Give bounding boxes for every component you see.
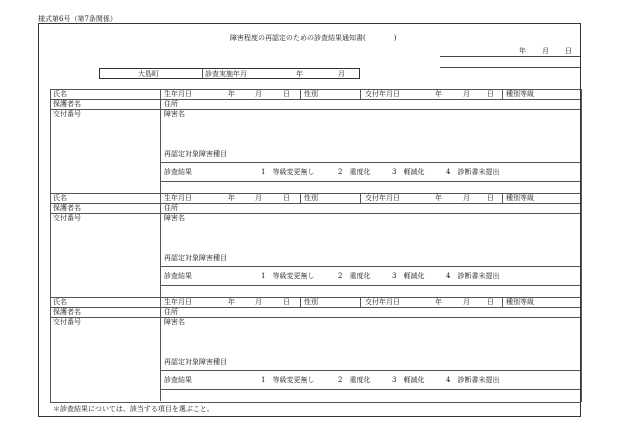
result-option-1: 1 等級変更無し (261, 376, 315, 384)
column-line (360, 193, 361, 203)
table-bottom-line (50, 402, 581, 403)
row-line (160, 285, 581, 286)
column-line (300, 193, 301, 203)
exam-month: 月 (338, 70, 345, 78)
birth-day-label: 日 (283, 298, 290, 306)
birth-month-label: 月 (255, 298, 262, 306)
record-block (50, 193, 581, 297)
result-option-2: 2 重度化 (338, 272, 371, 280)
disability-label: 障害名 (164, 318, 185, 326)
grade-label: 種別等級 (506, 194, 534, 202)
result-option-4: 4 診断書未提出 (446, 376, 500, 384)
issue-number-label: 交付番号 (53, 214, 81, 222)
exam-year: 年 (296, 70, 303, 78)
recert-type-label: 再認定対象障害種目 (164, 358, 227, 366)
row-line (50, 203, 581, 204)
result-option-3: 3 軽減化 (392, 376, 425, 384)
guardian-label: 保護者名 (53, 204, 81, 212)
name-label: 氏名 (53, 90, 67, 98)
date-underline (440, 56, 580, 57)
column-line (300, 89, 301, 99)
issue-year-label: 年 (435, 298, 442, 306)
row-line (160, 389, 581, 390)
date-month: 月 (542, 47, 549, 55)
issue-month-label: 月 (463, 90, 470, 98)
column-line (360, 89, 361, 99)
address-label: 住所 (164, 308, 178, 316)
birth-year-label: 年 (228, 194, 235, 202)
municipality-name: 大島町 (138, 70, 159, 78)
column-line (502, 297, 503, 307)
result-option-3: 3 軽減化 (392, 168, 425, 176)
row-line (50, 213, 581, 214)
record-block (50, 89, 581, 193)
birth-label: 生年月日 (164, 298, 192, 306)
name-label: 氏名 (53, 194, 67, 202)
date-year: 年 (519, 47, 526, 55)
issue-year-label: 年 (435, 194, 442, 202)
sex-label: 性別 (304, 194, 318, 202)
birth-day-label: 日 (283, 90, 290, 98)
address-label: 住所 (164, 204, 178, 212)
result-option-2: 2 重度化 (338, 168, 371, 176)
row-line (50, 99, 581, 100)
result-option-4: 4 診断書未提出 (446, 272, 500, 280)
issue-day-label: 日 (487, 298, 494, 306)
row-line (160, 370, 581, 371)
recert-type-label: 再認定対象障害種目 (164, 150, 227, 158)
sex-label: 性別 (304, 298, 318, 306)
issue-number-label: 交付番号 (53, 318, 81, 326)
document-title: 障害程度の再認定のための診査結果通知書( ) (230, 34, 397, 42)
form-number: 様式第6号（第7条関係） (38, 15, 117, 23)
row-line (160, 181, 581, 182)
result-option-3: 3 軽減化 (392, 272, 425, 280)
birth-month-label: 月 (255, 90, 262, 98)
sex-label: 性別 (304, 90, 318, 98)
birth-year-label: 年 (228, 298, 235, 306)
recert-type-label: 再認定対象障害種目 (164, 254, 227, 262)
date-day: 日 (565, 47, 572, 55)
birth-day-label: 日 (283, 194, 290, 202)
issue-month-label: 月 (463, 194, 470, 202)
column-line (160, 89, 161, 193)
result-label: 診査結果 (164, 376, 192, 384)
issue-day-label: 日 (487, 90, 494, 98)
result-option-1: 1 等級変更無し (261, 272, 315, 280)
row-line (160, 266, 581, 267)
guardian-label: 保護者名 (53, 100, 81, 108)
issue-number-label: 交付番号 (53, 110, 81, 118)
grade-label: 種別等級 (506, 90, 534, 98)
column-line (160, 193, 161, 297)
result-label: 診査結果 (164, 168, 192, 176)
birth-label: 生年月日 (164, 194, 192, 202)
issue-date-label: 交付年月日 (365, 194, 400, 202)
guardian-label: 保護者名 (53, 308, 81, 316)
disability-label: 障害名 (164, 214, 185, 222)
grade-label: 種別等級 (506, 298, 534, 306)
exam-period-label: 診査実施年月 (205, 70, 247, 78)
row-line (50, 307, 581, 308)
result-option-2: 2 重度化 (338, 376, 371, 384)
municipality-divider (202, 68, 203, 79)
results-table (50, 89, 581, 402)
issue-day-label: 日 (487, 194, 494, 202)
row-line (50, 317, 581, 318)
column-line (300, 297, 301, 307)
column-line (502, 193, 503, 203)
birth-month-label: 月 (255, 194, 262, 202)
column-line (360, 297, 361, 307)
issue-month-label: 月 (463, 298, 470, 306)
row-line (160, 162, 581, 163)
birth-label: 生年月日 (164, 90, 192, 98)
result-option-1: 1 等級変更無し (261, 168, 315, 176)
issue-date-label: 交付年月日 (365, 298, 400, 306)
footnote: ＊診査結果については、該当する項目を選ぶこと。 (53, 405, 214, 413)
disability-label: 障害名 (164, 110, 185, 118)
record-block (50, 297, 581, 401)
issue-year-label: 年 (435, 90, 442, 98)
result-label: 診査結果 (164, 272, 192, 280)
result-option-4: 4 診断書未提出 (446, 168, 500, 176)
issue-date-label: 交付年月日 (365, 90, 400, 98)
column-line (160, 297, 161, 401)
row-line (50, 109, 581, 110)
address-underline (440, 67, 580, 68)
name-label: 氏名 (53, 298, 67, 306)
table-right-line (581, 89, 582, 402)
birth-year-label: 年 (228, 90, 235, 98)
column-line (502, 89, 503, 99)
address-label: 住所 (164, 100, 178, 108)
